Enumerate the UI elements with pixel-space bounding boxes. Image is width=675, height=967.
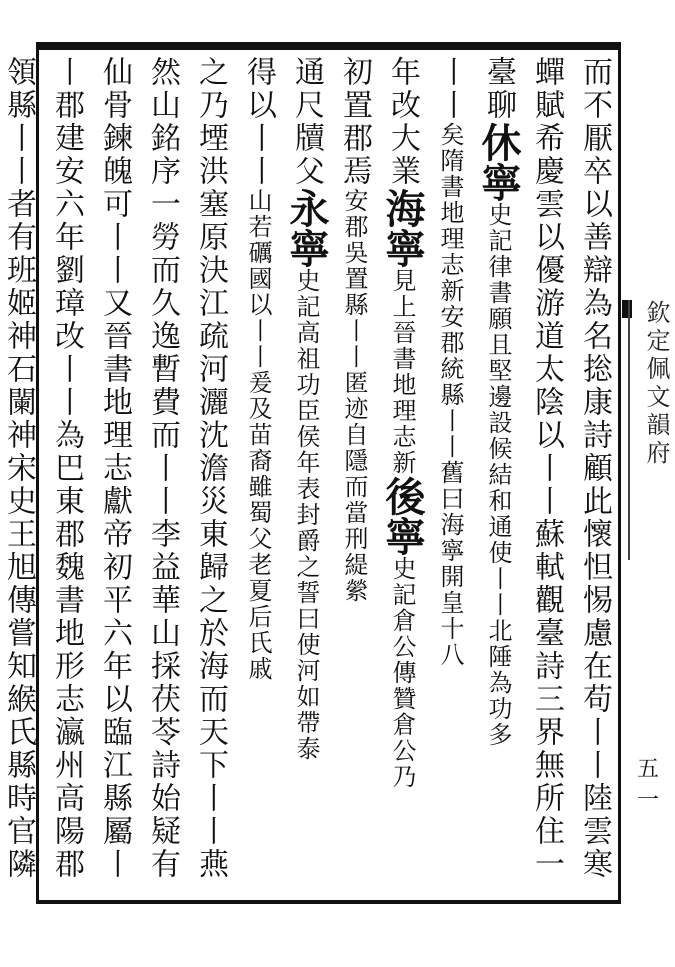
annotation-text: 矣隋書地理志新安郡統縣丨丨舊曰海寧開皇十八: [436, 122, 464, 668]
entry-heading-yongning: 永寧: [283, 188, 330, 268]
text-column-8: [234, 56, 282, 896]
text-column-6: [330, 56, 378, 896]
column-text: 之乃堙洪塞原決江疏河灑沈澹災東歸之於海而天下丨丨燕: [193, 56, 228, 881]
entry-heading-haining: 海寧: [379, 188, 426, 268]
page-number: 五一: [636, 757, 659, 813]
text-column-9: [186, 56, 234, 896]
text-column-1: [570, 56, 618, 896]
text-column-7: [282, 56, 330, 896]
annotation-text: 山若礪國以丨丨爰及苗裔雖蜀父老夏后氏戚: [244, 188, 272, 682]
annotation-text: 史記律書願且堅邊設候結和通使丨丨北陲為功多: [484, 202, 512, 748]
text-column-3: [474, 56, 522, 896]
annotation-text: 安郡吳置縣丨丨: [340, 188, 368, 370]
text-column-5: [378, 56, 426, 896]
column-text: 初置郡焉: [337, 56, 372, 188]
text-column-2: [522, 56, 570, 896]
column-text: 臺聊: [481, 56, 516, 122]
annotation-text: 匿迹自隱而當刑緹縈: [340, 370, 368, 604]
entry-heading-xiuning: 休寧: [475, 122, 522, 202]
text-column-10: [138, 56, 186, 896]
column-text: 蟬賦希慶雲以優游道太陰以丨丨蘇軾觀臺詩三界無所住一: [529, 56, 564, 881]
book-title: 欽定佩文韻府: [628, 300, 674, 560]
column-text: 而不厭卒以善辯為名捴康詩顧此懷怛惕慮在苟丨丨陸雲寒: [577, 56, 612, 881]
column-text: 丨郡建安六年劉璋改丨丨為巴東郡魏書地形志瀛州高陽郡: [49, 56, 84, 881]
column-text: 丨丨: [433, 56, 468, 122]
annotation-text: 史記倉公傳贊倉公乃: [388, 556, 416, 790]
column-text: 然山銘序一勞而久逸暫費而丨丨李益華山採茯苓詩始疑有: [145, 56, 180, 881]
main-text-block: [1, 56, 618, 896]
text-column-13: [0, 56, 42, 896]
bottom-border-rule: [36, 900, 621, 904]
text-column-4: [426, 56, 474, 896]
column-text: 通尺牘父: [289, 56, 324, 188]
column-text: 仙骨鍊魄可丨丨又晉書地理志獻帝初平六年以臨江縣屬丨: [97, 56, 132, 881]
column-text: 領縣丨丨者有班姬神石闌神宋史王旭傳嘗知緱氏縣時官隣: [1, 56, 36, 881]
annotation-text: 史記高祖功臣侯年表封爵之誓曰使河如帶泰: [292, 268, 320, 762]
text-column-11: [90, 56, 138, 896]
entry-heading-houning: 後寧: [379, 476, 426, 556]
column-text: 年改大業: [385, 56, 420, 188]
text-column-12: [42, 56, 90, 896]
annotation-text: 見上晉書地理志新: [388, 268, 416, 476]
top-border-rule: [36, 42, 621, 50]
column-text: 得以丨丨: [241, 56, 276, 188]
